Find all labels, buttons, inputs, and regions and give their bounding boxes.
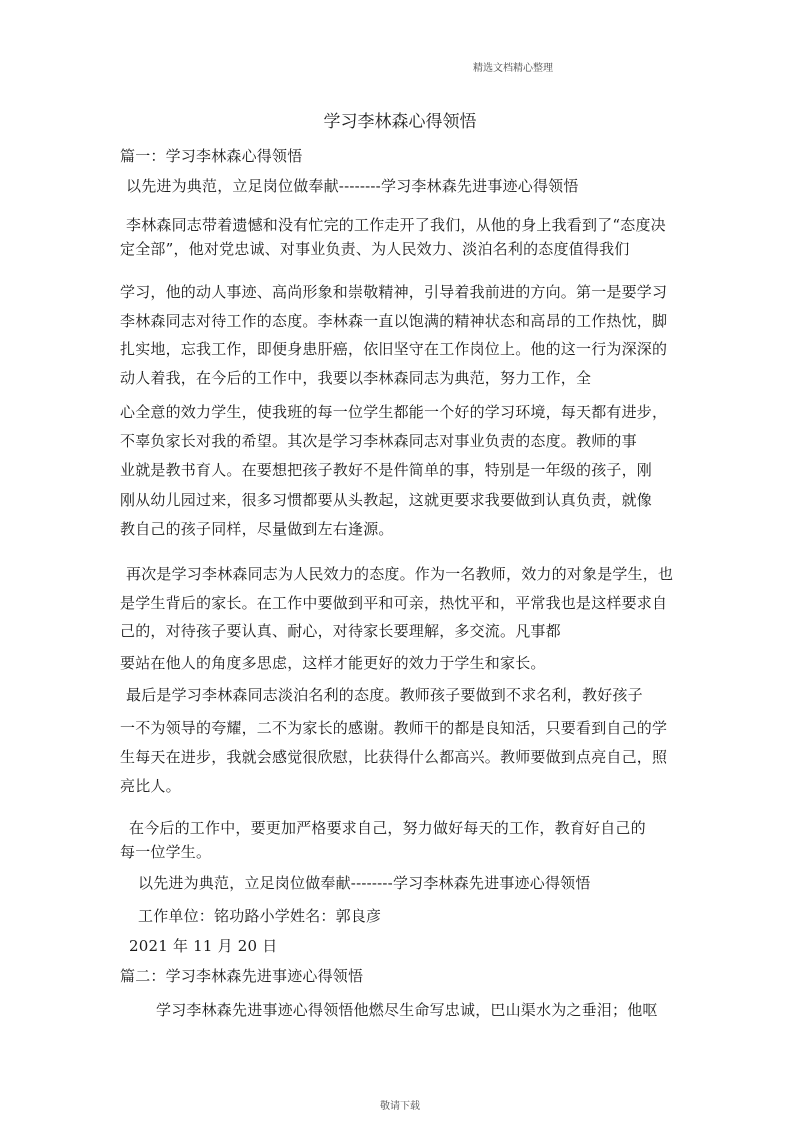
body-line: 是学生背后的家长。在工作中要做到平和可亲，热忱平和，平常我也是这样要求自 [120,594,668,612]
body-line: 再次是学习李林森同志为人民效力的态度。作为一名教师，效力的对象是学生，也 [126,565,674,583]
body-line: 己的，对待孩子要认真、耐心，对待家长要理解，多交流。凡事都 [120,622,561,640]
body-line: 李林森同志带着遗憾和没有忙完的工作走开了我们，从他的身上我看到了“态度决 [126,216,666,234]
body-line: 动人着我，在今后的工作中，我要以李林森同志为典范，努力工作，全 [120,369,592,387]
body-line: 定全部”，他对党忠诚、对事业负责、为人民效力、淡泊名利的态度值得我们 [120,240,630,258]
footer-note: 敬请下载 [380,1101,420,1112]
body-line: 业就是教书育人。在要想把孩子教好不是件简单的事，特别是一年级的孩子，刚 [120,461,653,479]
section-heading-1: 篇一：学习李林森心得领悟 [120,147,303,165]
section-heading-2: 篇二：学习李林森先进事迹心得领悟 [120,967,364,985]
body-line: 要站在他人的角度多思虑，这样才能更好的效力于学生和家长。 [120,654,546,672]
subtitle-line: 以先进为典范，立足岗位做奉献--------学习李林森先进事迹心得领悟 [138,874,591,892]
body-line: 扎实地，忘我工作，即便身患肝癌，依旧坚守在工作岗位上。他的这一行为深深的 [120,340,668,358]
body-line: 生每天在进步，我就会感觉很欣慰，比获得什么都高兴。教师要做到点亮自己，照 [120,748,668,766]
work-unit-line: 工作单位：铭功路小学姓名：郭良彦 [138,907,382,925]
body-line: 学习李林森先进事迹心得领悟他燃尽生命写忠诚，巴山渠水为之垂泪；他呕 [156,1001,658,1019]
header-note: 精选文档精心整理 [473,63,553,74]
subtitle-line: 以先进为典范，立足岗位做奉献--------学习李林森先进事迹心得领悟 [126,177,579,195]
body-line: 李林森同志对待工作的态度。李林森一直以饱满的精神状态和高昂的工作热忱，脚 [120,312,668,330]
body-line: 心全意的效力学生，使我班的每一位学生都能一个好的学习环境，每天都有进步， [120,403,668,421]
body-line: 刚从幼儿园过来，很多习惯都要从头教起，这就更要求我要做到认真负责，就像 [120,491,653,509]
body-line: 每一位学生。 [120,843,212,861]
body-line: 亮比人。 [120,777,181,795]
date-line: 2021 年 11 月 20 日 [129,937,278,955]
body-line: 不辜负家长对我的希望。其次是学习李林森同志对事业负责的态度。教师的事 [120,432,637,450]
body-line: 学习，他的动人事迹、高尚形象和崇敬精神，引导着我前进的方向。第一是要学习 [120,283,668,301]
body-line: 在今后的工作中，要更加严格要求自己，努力做好每天的工作，教育好自己的 [129,819,646,837]
document-title: 学习李林森心得领悟 [323,112,477,132]
body-line: 教自己的孩子同样，尽量做到左右逢源。 [120,520,394,538]
body-line: 一不为领导的夸耀，二不为家长的感谢。教师干的都是良知活，只要看到自己的学 [120,719,668,737]
body-line: 最后是学习李林森同志淡泊名利的态度。教师孩子要做到不求名利，教好孩子 [126,686,643,704]
